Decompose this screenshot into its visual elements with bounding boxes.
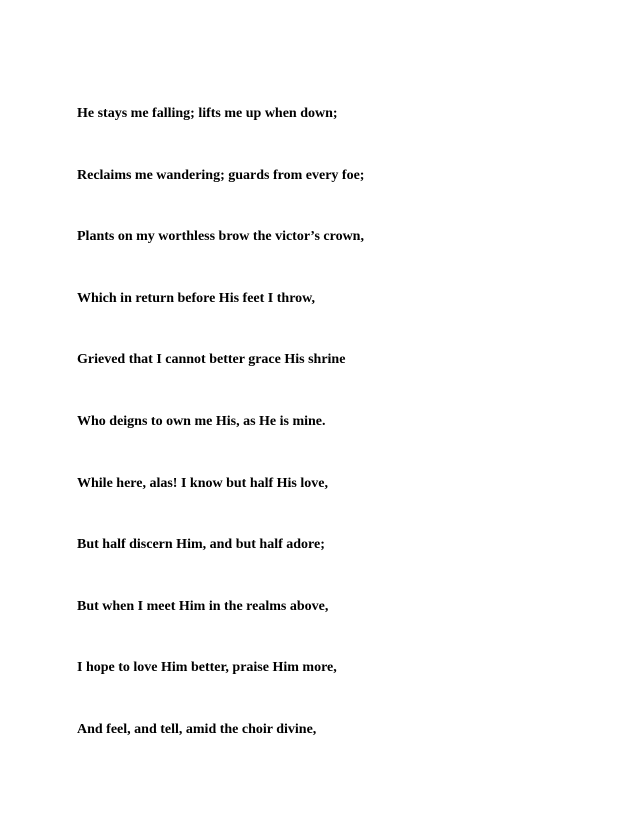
poem-line: While here, alas! I know but half His love, — [77, 475, 328, 491]
poem-line: Which in return before His feet I throw, — [77, 290, 315, 306]
poem-line: I hope to love Him better, praise Him more, — [77, 660, 337, 676]
poem-line: Reclaims me wandering; guards from every foe; — [77, 167, 365, 183]
poem-line: He stays me falling; lifts me up when down; — [77, 106, 338, 121]
poem-line: Who deigns to own me His, as He is mine. — [77, 413, 326, 429]
poem-line: But half discern Him, and but half adore; — [77, 537, 325, 553]
poem-line: And feel, and tell, amid the choir divine, — [77, 721, 317, 737]
poem-text — [77, 100, 364, 778]
poem-line: Grieved that I cannot better grace His shrine — [77, 352, 346, 368]
poem-line: But when I meet Him in the realms above, — [77, 598, 329, 614]
poem-line: Plants on my worthless brow the victor’s crown, — [77, 229, 364, 245]
